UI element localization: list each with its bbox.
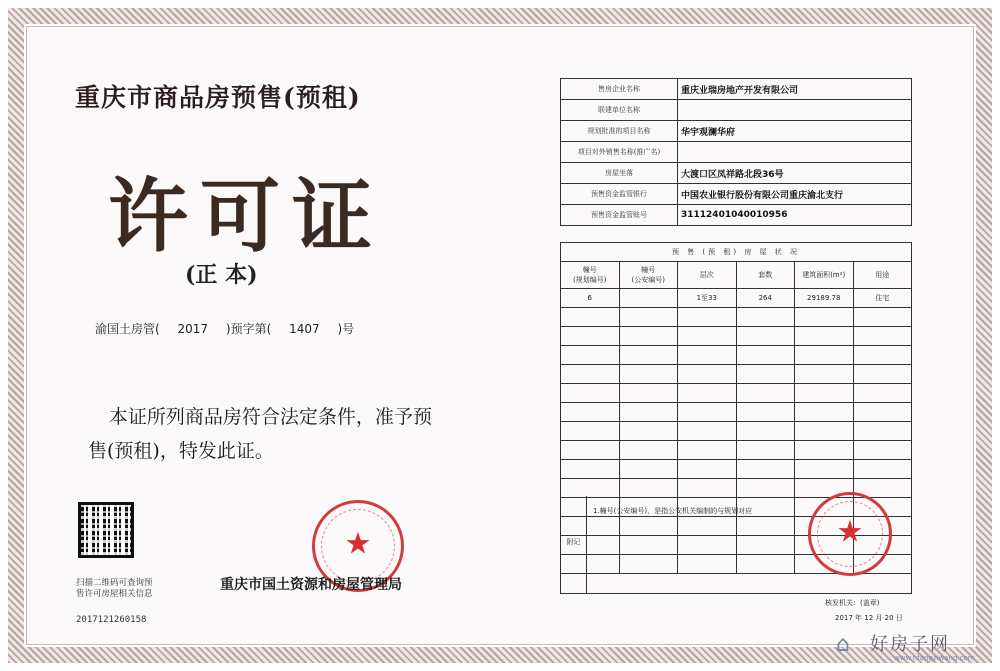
permit-suffix: )号 [337,322,355,336]
table-cell: 住宅 [853,289,912,308]
table-cell [619,441,678,460]
table-cell [853,460,912,479]
table-cell [561,422,620,441]
column-header: 建筑面积(m²) [795,262,854,289]
certificate-title-line1: 重庆市商品房预售(预租) [75,83,361,112]
status-header-row [561,262,912,289]
seal-star-icon: ★ [836,514,864,550]
table-cell [736,460,795,479]
permit-number: 1407 [289,322,320,336]
table-cell [561,365,620,384]
table-cell [619,403,678,422]
info-value: 大渡口区凤祥路北段36号 [678,163,912,184]
table-cell: 6 [561,289,620,308]
table-cell [736,327,795,346]
watermark-text: 好房子网 [870,634,950,655]
table-cell [561,441,620,460]
remark-note: 1.幢号(公安编号)，是指公安机关编制的与规划对应 [593,507,753,515]
empty-row [561,403,912,422]
table-cell [619,384,678,403]
table-cell [795,327,854,346]
table-cell [853,365,912,384]
table-cell [678,460,737,479]
table-cell [853,327,912,346]
info-row [561,205,912,226]
issuing-office: 核发机关：(盖章) [825,599,880,607]
table-cell [619,422,678,441]
info-value: 中国农业银行股份有限公司重庆渝北支行 [678,184,912,205]
table-cell: 264 [736,289,795,308]
info-value: 31112401040010956 [678,205,912,226]
table-cell [853,403,912,422]
info-label: 项目对外销售名称(推广名) [561,142,678,163]
empty-row [561,441,912,460]
table-cell [853,422,912,441]
permit-number-line [95,320,354,337]
table-cell [678,327,737,346]
table-cell [561,479,620,498]
table-cell [736,384,795,403]
table-cell [736,365,795,384]
empty-row [561,460,912,479]
info-row [561,184,912,205]
table-cell [678,479,737,498]
table-cell [619,460,678,479]
column-header: 用途 [853,262,912,289]
table-cell [561,346,620,365]
info-row [561,79,912,100]
table-cell [678,441,737,460]
table-cell [619,479,678,498]
table-cell [736,346,795,365]
column-header: 幢号 (规划编号) [561,262,620,289]
info-label: 联建单位名称 [561,100,678,121]
table-cell [561,460,620,479]
permit-prefix: 渝国土房管( [95,322,160,336]
empty-row [561,346,912,365]
registration-seal-icon [808,492,892,576]
empty-row [561,327,912,346]
certificate-title-main: 许可证 [108,169,384,263]
status-caption: 预 售 (预 租) 房 屋 状 况 [561,243,912,262]
info-value [678,100,912,121]
table-cell [853,384,912,403]
table-cell [795,308,854,327]
table-cell [678,422,737,441]
empty-row [561,422,912,441]
issue-date: 2017 年 12 月 20 日 [835,614,903,622]
table-row [561,289,912,308]
certificate-statement: 本证所列商品房符合法定条件，准予预售(预租)，特发此证。 [88,406,432,462]
site-watermark [836,628,986,666]
info-table [560,78,912,226]
info-label: 售房企业名称 [561,79,678,100]
info-row [561,100,912,121]
table-cell [561,308,620,327]
table-cell [853,346,912,365]
permit-year: 2017 [177,322,209,336]
table-cell [736,308,795,327]
serial-number: 2017121260158 [76,615,147,625]
table-cell [619,365,678,384]
seal-star-icon: ★ [344,526,372,562]
table-cell [619,289,678,308]
house-icon: ⌂ [836,632,850,657]
watermark-url: www.hfangziwang.com [894,654,975,662]
qr-code-icon [78,502,134,558]
info-value: 重庆业瑞房地产开发有限公司 [678,79,912,100]
column-header: 套数 [736,262,795,289]
info-row [561,121,912,142]
table-cell [853,441,912,460]
table-cell [678,346,737,365]
table-cell [678,365,737,384]
column-header: 幢号 (公安编号) [619,262,678,289]
table-cell [678,384,737,403]
table-cell [795,403,854,422]
info-label: 规划批准的项目名称 [561,121,678,142]
table-cell [795,441,854,460]
info-value: 华宇观澜华府 [678,121,912,142]
table-cell [561,384,620,403]
table-cell: 29189.78 [795,289,854,308]
info-value [678,142,912,163]
table-cell [561,403,620,422]
table-cell [678,308,737,327]
table-cell [561,327,620,346]
info-label: 预售资金监管账号 [561,205,678,226]
table-cell [619,308,678,327]
table-cell [853,308,912,327]
table-cell [795,365,854,384]
qr-caption: 扫描二维码可查询预售许可房屋相关信息 [76,578,153,599]
column-header: 层次 [678,262,737,289]
table-cell [736,422,795,441]
info-row [561,142,912,163]
table-cell [736,441,795,460]
table-cell [795,346,854,365]
info-label: 房屋坐落 [561,163,678,184]
info-label: 预售资金监管银行 [561,184,678,205]
remark-label: 附记 [561,496,587,593]
certificate-copy-type: (正 本) [185,262,258,288]
table-cell [678,403,737,422]
info-row [561,163,912,184]
permit-mid: )预字第( [225,322,272,336]
table-cell [795,460,854,479]
table-cell [795,384,854,403]
table-cell [619,327,678,346]
table-cell [795,422,854,441]
issuing-authority: 重庆市国土资源和房屋管理局 [220,577,402,593]
table-cell [736,479,795,498]
right-panel [540,60,930,620]
empty-row [561,308,912,327]
empty-row [561,365,912,384]
empty-row [561,384,912,403]
table-cell [736,403,795,422]
table-cell: 1至33 [678,289,737,308]
table-cell [619,346,678,365]
